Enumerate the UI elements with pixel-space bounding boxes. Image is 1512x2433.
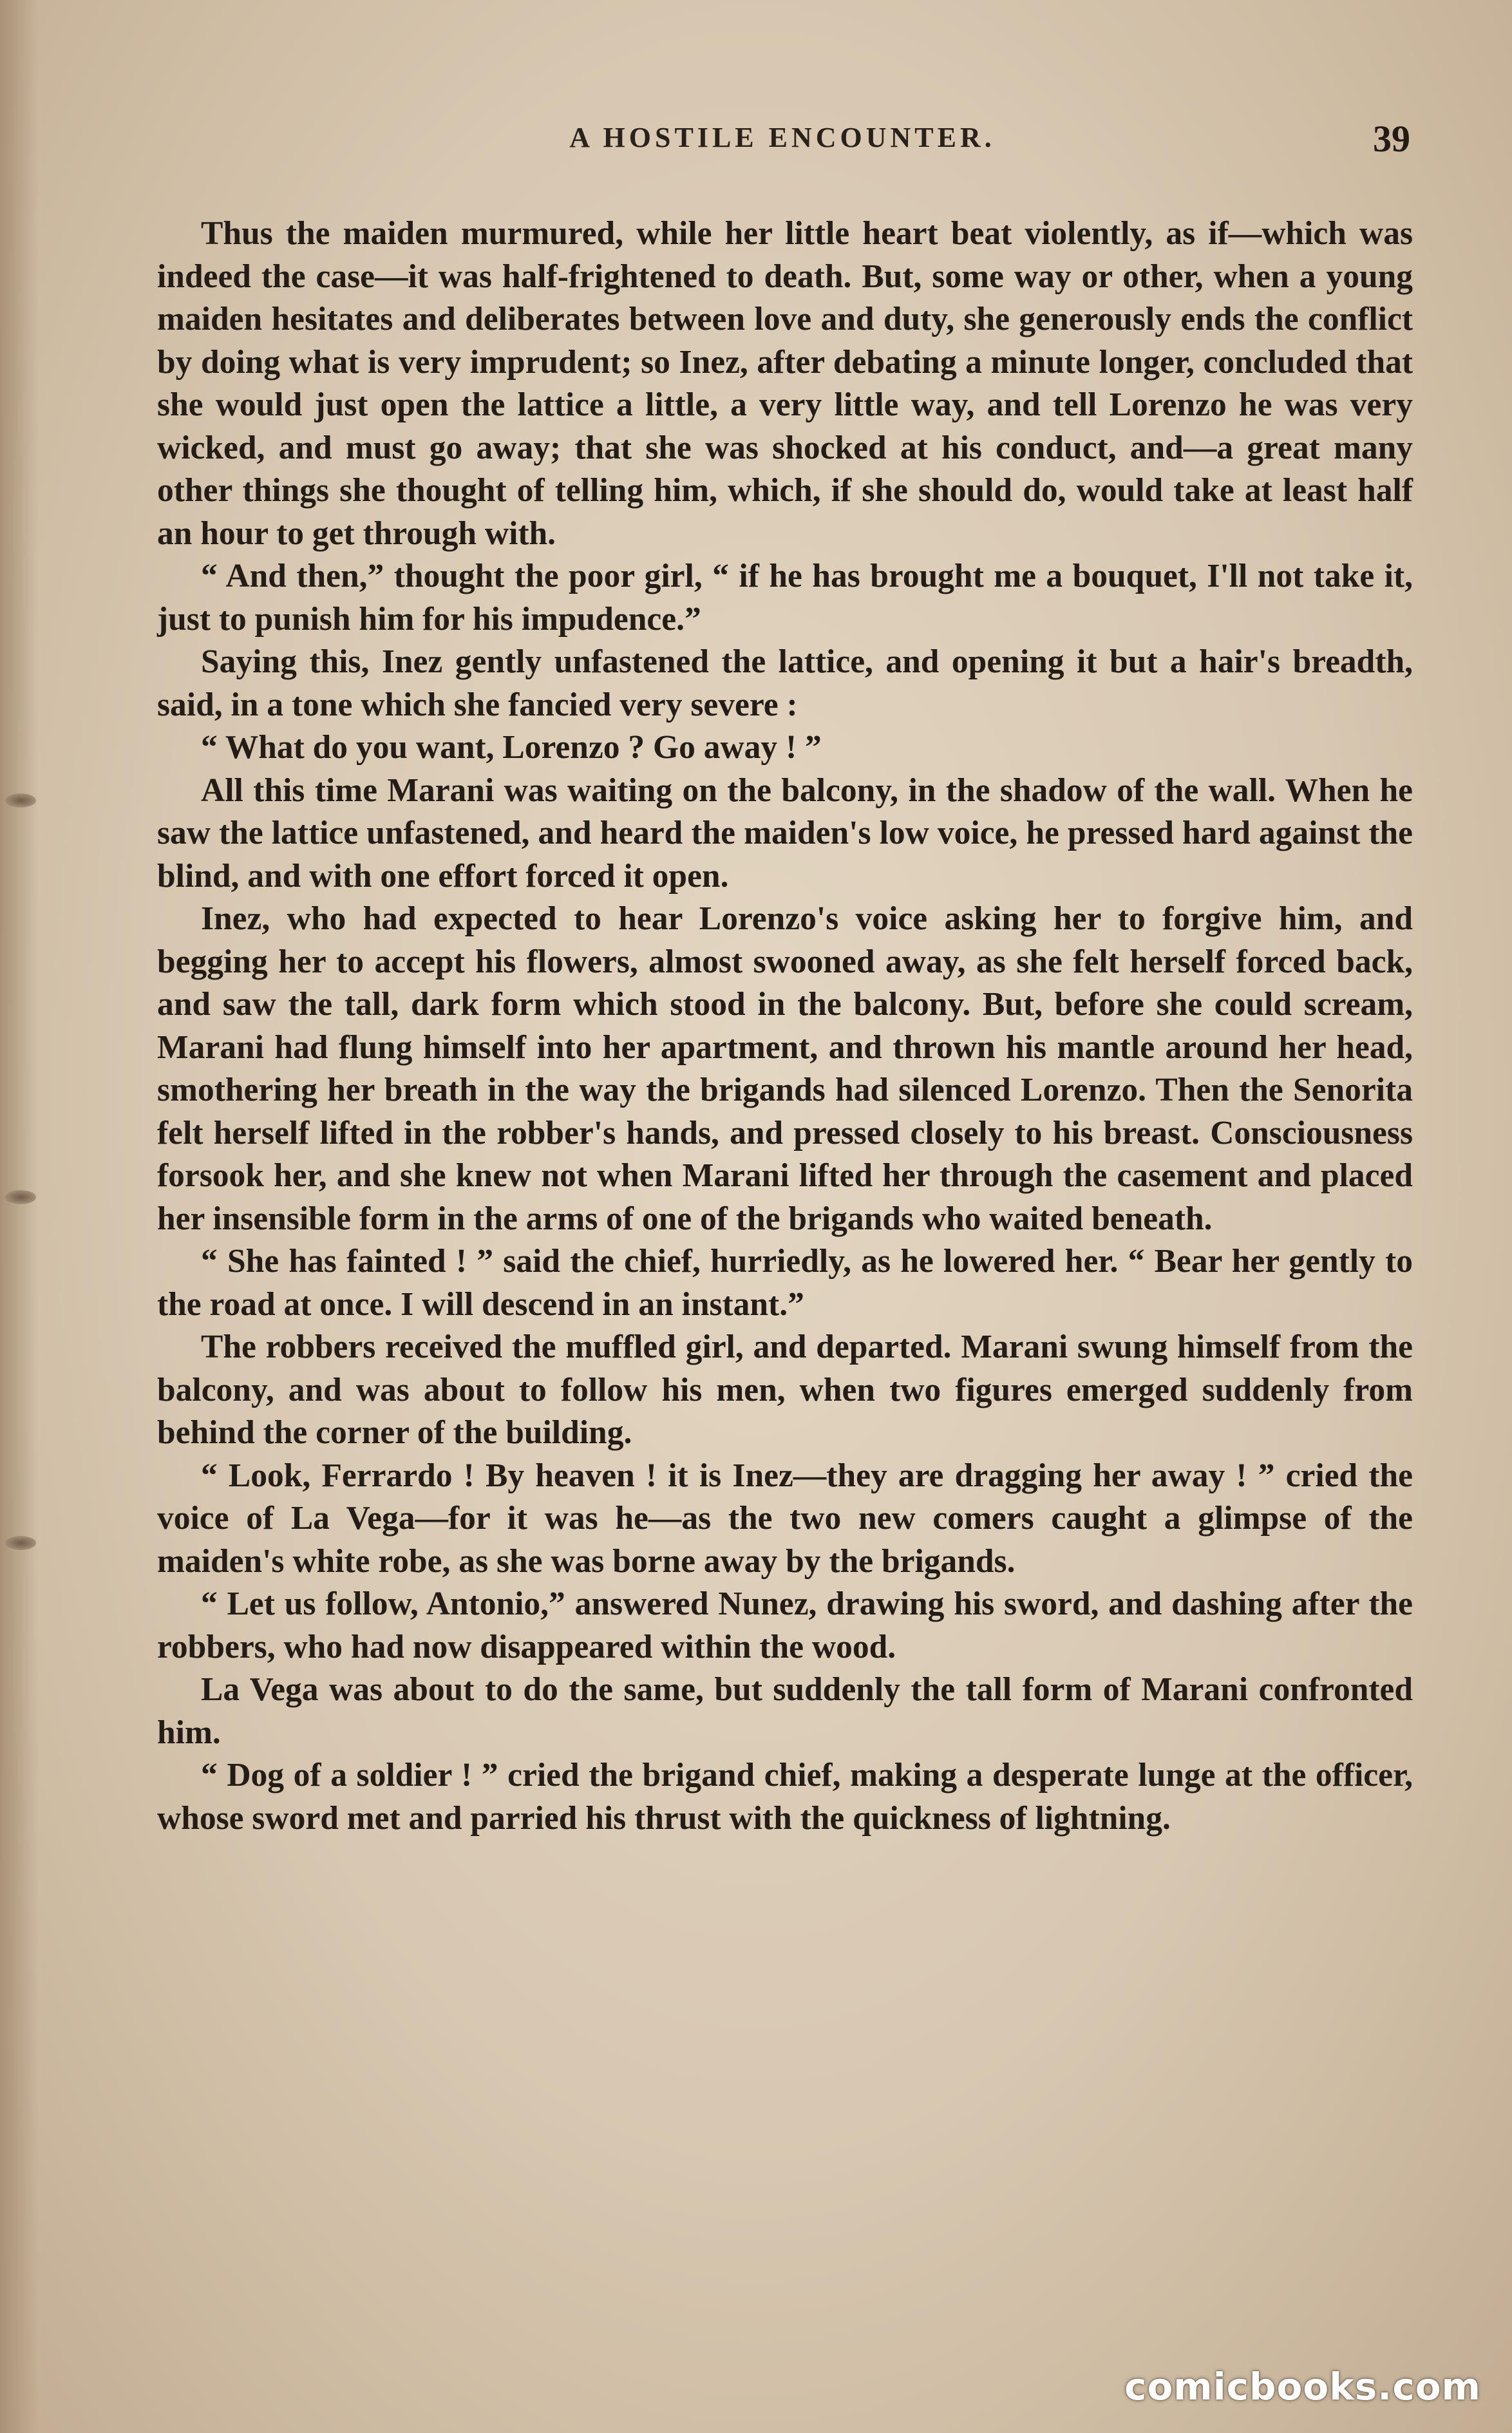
paragraph: All this time Marani was waiting on the balcony, in the shadow of the wall. When he saw the lattice unfastened, and heard the maiden's low voice, he pressed hard against the blind, and with one effort forced it open. [157, 772, 1413, 895]
paragraph: “ Look, Ferrardo ! By heaven ! it is Inez—they are dragging her away ! ” cried the voice of La Vega—for it was he—as the two new comers caught a glimpse of the maiden's white robe, as she was borne away by the brigands. [157, 1457, 1413, 1580]
paragraph: Inez, who had expected to hear Lorenzo's voice asking her to forgive him, and begging her to accept his flowers, almost swooned away, as she felt herself forced back, and saw the tall, dark form which stood in the balcony. But, before she could scream, Marani had flung himself into her apartment, and thrown his mantle around her head, smothering her breath in the way the brigands had silenced Lorenzo. Then the Senorita felt herself lifted in the robber's hands, and pressed closely to his breast. Consciousness forsook her, and she knew not when Marani lifted her through the casement and placed her insensible form in the arms of one of the brigands who waited beneath. [157, 900, 1413, 1237]
paragraph: The robbers received the muffled girl, and departed. Marani swung himself from the balcony, and was about to follow his men, when two figures emerged suddenly from behind the corner of the building. [157, 1329, 1413, 1451]
paragraph: Thus the maiden murmured, while her little heart beat violently, as if—which was indeed the case—it was half-frightened to death. But, some way or other, when a young maiden hesitates and deliberates between love and duty, she generously ends the conflict by doing what is very imprudent; so Inez, after debating a minute longer, concluded that she would just open the lattice a little, a very little way, and tell Lorenzo he was very wicked, and must go away; that she was shocked at his conduct, and—a great many other things she thought of telling him, which, if she should do, would take at least half an hour to get through with. [157, 215, 1413, 552]
paragraph: “ And then,” thought the poor girl, “ if he has brought me a bouquet, I'll not take it, just to punish him for his impudence.” [157, 558, 1413, 638]
binding-hole-mark [5, 1190, 36, 1204]
paragraph: La Vega was about to do the same, but suddenly the tall form of Marani confronted him. [157, 1671, 1413, 1751]
paragraph: “ What do you want, Lorenzo ? Go away ! ” [201, 729, 822, 766]
paragraph: “ She has fainted ! ” said the chief, hurriedly, as he lowered her. “ Bear her gently to the road at once. I will descend in an instant.” [157, 1243, 1413, 1323]
paragraph: Saying this, Inez gently unfastened the lattice, and opening it but a hair's breadth, said, in a tone which she fancied very severe : [157, 643, 1413, 723]
running-title: A HOSTILE ENCOUNTER. [569, 122, 996, 153]
page-number: 39 [1373, 118, 1410, 160]
paragraph: “ Dog of a soldier ! ” cried the brigand chief, making a desperate lunge at the officer, whose sword met and parried his thrust with the quickness of lightning. [157, 1757, 1413, 1837]
page-edge-shadow [0, 0, 39, 2433]
paragraph: “ Let us follow, Antonio,” answered Nunez, drawing his sword, and dashing after the robbers, who had now disappeared within the wood. [157, 1586, 1413, 1665]
binding-hole-mark [5, 1536, 36, 1550]
page-header [155, 118, 1410, 166]
body-text [157, 213, 1413, 1840]
binding-hole-mark [5, 793, 36, 808]
site-watermark: comicbooks.com [1124, 2365, 1481, 2409]
